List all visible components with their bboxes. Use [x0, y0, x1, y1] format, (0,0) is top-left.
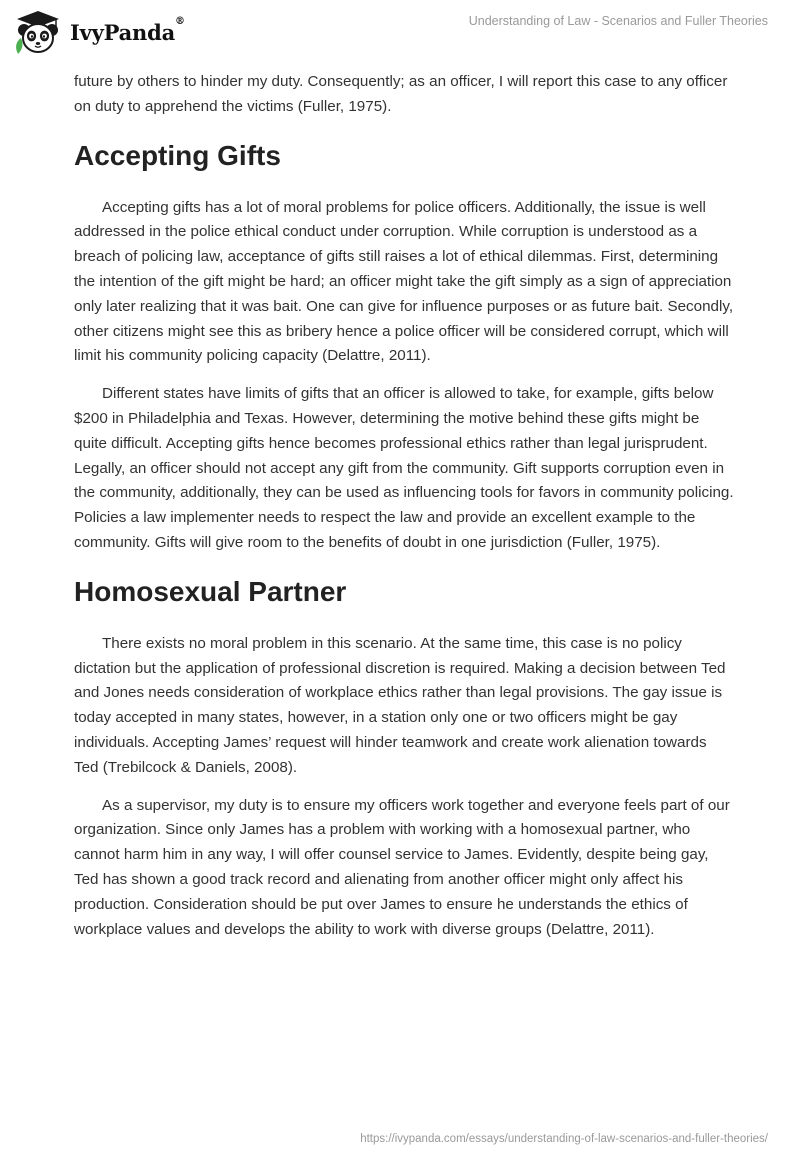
- source-url[interactable]: https://ivypanda.com/essays/understanding-of-law-scenarios-and-fuller-theories/: [360, 1133, 768, 1145]
- page-header: [0, 0, 800, 66]
- paragraph: Accepting gifts has a lot of moral problems for police officers. Additionally, the issue is well addressed in the police ethical conduct under corruption. While corruption is understood as a breach of policing law, acceptance of gifts still raises a lot of ethical dilemmas. First, determining the intention of the gift might be hard; an officer might take the gift simply as a sign of appreciation only later realizing that it was bait. One can give for influence purposes or as future bait. Secondly, other citizens might see this as bribery hence a police officer will be considered corrupt, which will limit his community policing capacity (Delattre, 2011).: [74, 198, 734, 365]
- paragraph: Different states have limits of gifts that an officer is allowed to take, for example, gifts below $200 in Philadelphia and Texas. However, determining the motive behind these gifts might be quite difficult. Accepting gifts hence becomes professional ethics rather than legal jurisprudent. Legally, an officer should not accept any gift from the community. Gift supports corruption even in the community, additionally, they can be used as influencing tools for favors in community policing. Policies a law implementer needs to respect the law and provide an excellent example to the community. Gifts will give room to the benefits of doubt in one jurisdiction (Fuller, 1975).: [74, 385, 734, 551]
- document-title: Understanding of Law - Scenarios and Fuller Theories: [468, 14, 768, 28]
- intro-paragraph: future by others to hinder my duty. Consequently; as an officer, I will report this case to any officer on duty to apprehend the victims (Fuller, 1975).: [74, 73, 728, 115]
- essay-body: [74, 70, 734, 955]
- paragraph: As a supervisor, my duty is to ensure my officers work together and everyone feels part of our organization. Since only James has a problem with working with a homosexual partner, who cannot harm him in any way, I will offer counsel service to James. Evidently, despite being gay, Ted has shown a good track record and alienating from another officer might only affect his production. Consideration should be put over James to ensure he understands the ethics of workplace values and develops the ability to work with diverse groups (Delattre, 2011).: [74, 796, 730, 938]
- paragraph: There exists no moral problem in this scenario. At the same time, this case is no policy dictation but the application of professional discretion is required. Making a decision between Ted and Jones needs consideration of workplace ethics rather than legal provisions. The gay issue is today accepted in many states, however, in a station only one or two officers might be gay individuals. Accepting James’ request will hinder teamwork and create work alienation towards Ted (Trebilcock & Daniels, 2008).: [74, 634, 726, 776]
- brand-logo[interactable]: [12, 8, 185, 56]
- section-heading-accepting-gifts: Accepting Gifts: [74, 139, 281, 171]
- panda-graduate-icon: [12, 8, 64, 56]
- brand-name: IvyPanda®: [70, 15, 185, 45]
- section-heading-homosexual-partner: Homosexual Partner: [74, 575, 347, 607]
- registered-mark: ®: [175, 15, 185, 27]
